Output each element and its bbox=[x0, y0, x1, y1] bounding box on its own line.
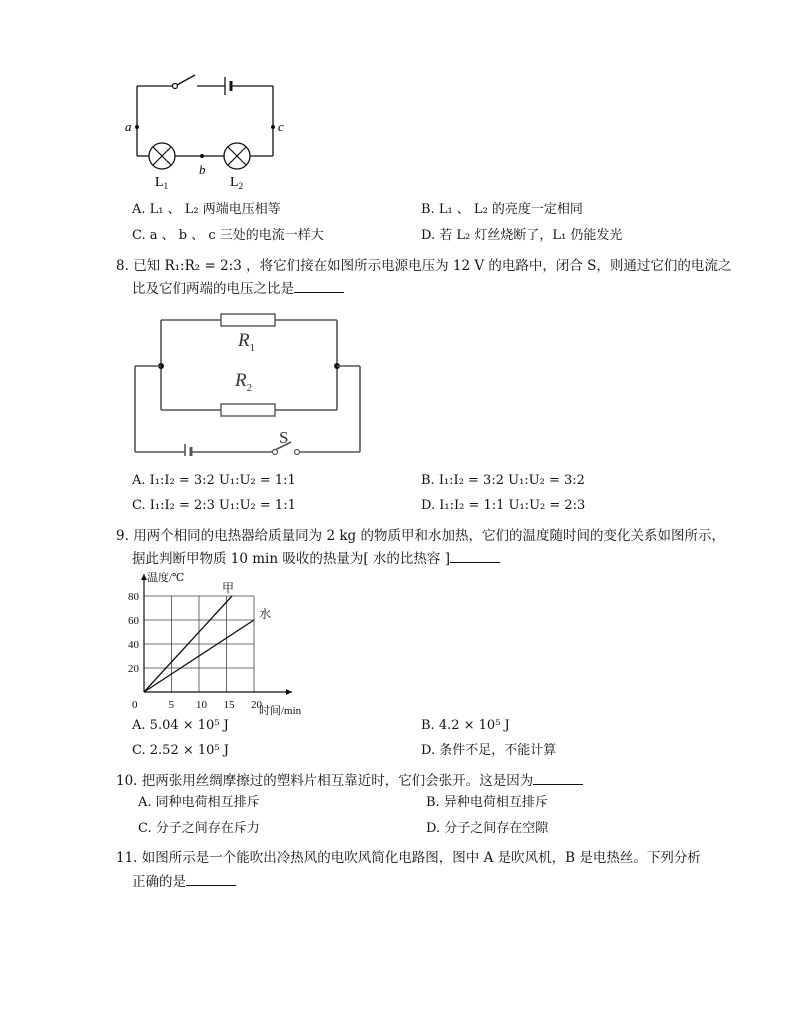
x-tick-label: 0 bbox=[132, 699, 138, 711]
q7-circuit-figure bbox=[115, 66, 305, 194]
x-tick-label: 10 bbox=[196, 699, 207, 711]
lamp-l1-icon bbox=[149, 143, 175, 169]
q11-stem-line2: 正确的是 bbox=[132, 872, 236, 892]
q10-option-d[interactable]: D. 分子之间存在空隙 bbox=[426, 821, 549, 836]
q8-option-a[interactable]: A. I₁:I₂ = 3:2 U₁:U₂ = 1:1 bbox=[132, 473, 296, 488]
label-a: a bbox=[125, 119, 132, 134]
lamp2-label: $L_2$ bbox=[230, 175, 244, 191]
q8-stem-line1: 8. 已知 R₁:R₂ = 2:3 ，将它们接在如图所示电源电压为 12 V 的电路中，闭合 S，则通过它们的电流之 bbox=[116, 258, 732, 274]
q10-stem: 10. 把两张用丝绸摩擦过的塑料片相互靠近时，它们会张开。这是因为 bbox=[116, 771, 583, 791]
q7-option-a[interactable]: A. L₁ 、 L₂ 两端电压相等 bbox=[132, 202, 281, 217]
lamp-l2-icon bbox=[224, 143, 250, 169]
q10-option-a[interactable]: A. 同种电荷相互排斥 bbox=[138, 795, 260, 810]
switch-label: S bbox=[279, 428, 289, 447]
x-tick-label: 15 bbox=[223, 699, 235, 711]
x-axis-arrow-icon bbox=[286, 689, 292, 695]
x-axis-label: 时间/min bbox=[259, 705, 302, 716]
answer-blank[interactable] bbox=[294, 280, 344, 293]
r1-label: $R_1$ bbox=[238, 330, 256, 354]
q9-stem-line1: 9. 用两个相同的电热器给质量同为 2 kg 的物质甲和水加热，它们的温度随时间的变化关系如图所示， bbox=[116, 528, 725, 544]
q9-option-a[interactable]: A. 5.04 × 10⁵ J bbox=[132, 718, 229, 733]
lamp1-label: $L_1$ bbox=[155, 175, 169, 191]
x-tick-label: 20 bbox=[251, 699, 262, 711]
r2-label: $R_2$ bbox=[235, 370, 253, 394]
q10-option-c[interactable]: C. 分子之间存在斥力 bbox=[138, 821, 260, 836]
y-axis-label: 温度/℃ bbox=[147, 572, 185, 584]
series-label: 甲 bbox=[222, 581, 235, 595]
answer-blank[interactable] bbox=[533, 772, 583, 785]
q8-option-b[interactable]: B. I₁:I₂ = 3:2 U₁:U₂ = 3:2 bbox=[421, 473, 585, 488]
label-b: b bbox=[199, 162, 206, 177]
y-tick-label: 20 bbox=[128, 663, 139, 675]
q10-option-b[interactable]: B. 异种电荷相互排斥 bbox=[426, 795, 548, 810]
q8-circuit-figure bbox=[125, 306, 370, 456]
x-tick-label: 5 bbox=[168, 699, 174, 711]
q11-stem-line1: 11. 如图所示是一个能吹出冷热风的电吹风简化电路图，图中 A 是吹风机，B 是电热丝。下列分析 bbox=[116, 850, 701, 866]
answer-blank[interactable] bbox=[186, 873, 236, 886]
answer-blank[interactable] bbox=[450, 550, 500, 563]
q8-option-c[interactable]: C. I₁:I₂ = 2:3 U₁:U₂ = 1:1 bbox=[132, 498, 296, 513]
q9-option-b[interactable]: B. 4.2 × 10⁵ J bbox=[421, 718, 510, 733]
q9-option-c[interactable]: C. 2.52 × 10⁵ J bbox=[132, 743, 229, 758]
q8-option-d[interactable]: D. I₁:I₂ = 1:1 U₁:U₂ = 2:3 bbox=[421, 498, 586, 513]
y-tick-label: 60 bbox=[128, 615, 139, 627]
q9-stem-line2: 据此判断甲物质 10 min 吸收的热量为[ 水的比热容 ] bbox=[132, 549, 500, 569]
label-c: c bbox=[278, 119, 284, 134]
temperature-time-chart bbox=[118, 568, 328, 716]
y-tick-label: 40 bbox=[128, 639, 139, 651]
q7-option-b[interactable]: B. L₁ 、 L₂ 的亮度一定相同 bbox=[421, 202, 583, 217]
q7-option-d[interactable]: D. 若 L₂ 灯丝烧断了，L₁ 仍能发光 bbox=[421, 228, 623, 243]
q7-option-c[interactable]: C. a 、 b 、 c 三处的电流一样大 bbox=[132, 228, 324, 243]
q8-stem-line2: 比及它们两端的电压之比是 bbox=[132, 279, 344, 299]
series-label: 水 bbox=[259, 607, 272, 621]
q9-option-d[interactable]: D. 条件不足，不能计算 bbox=[421, 743, 557, 758]
y-tick-label: 80 bbox=[128, 591, 139, 603]
